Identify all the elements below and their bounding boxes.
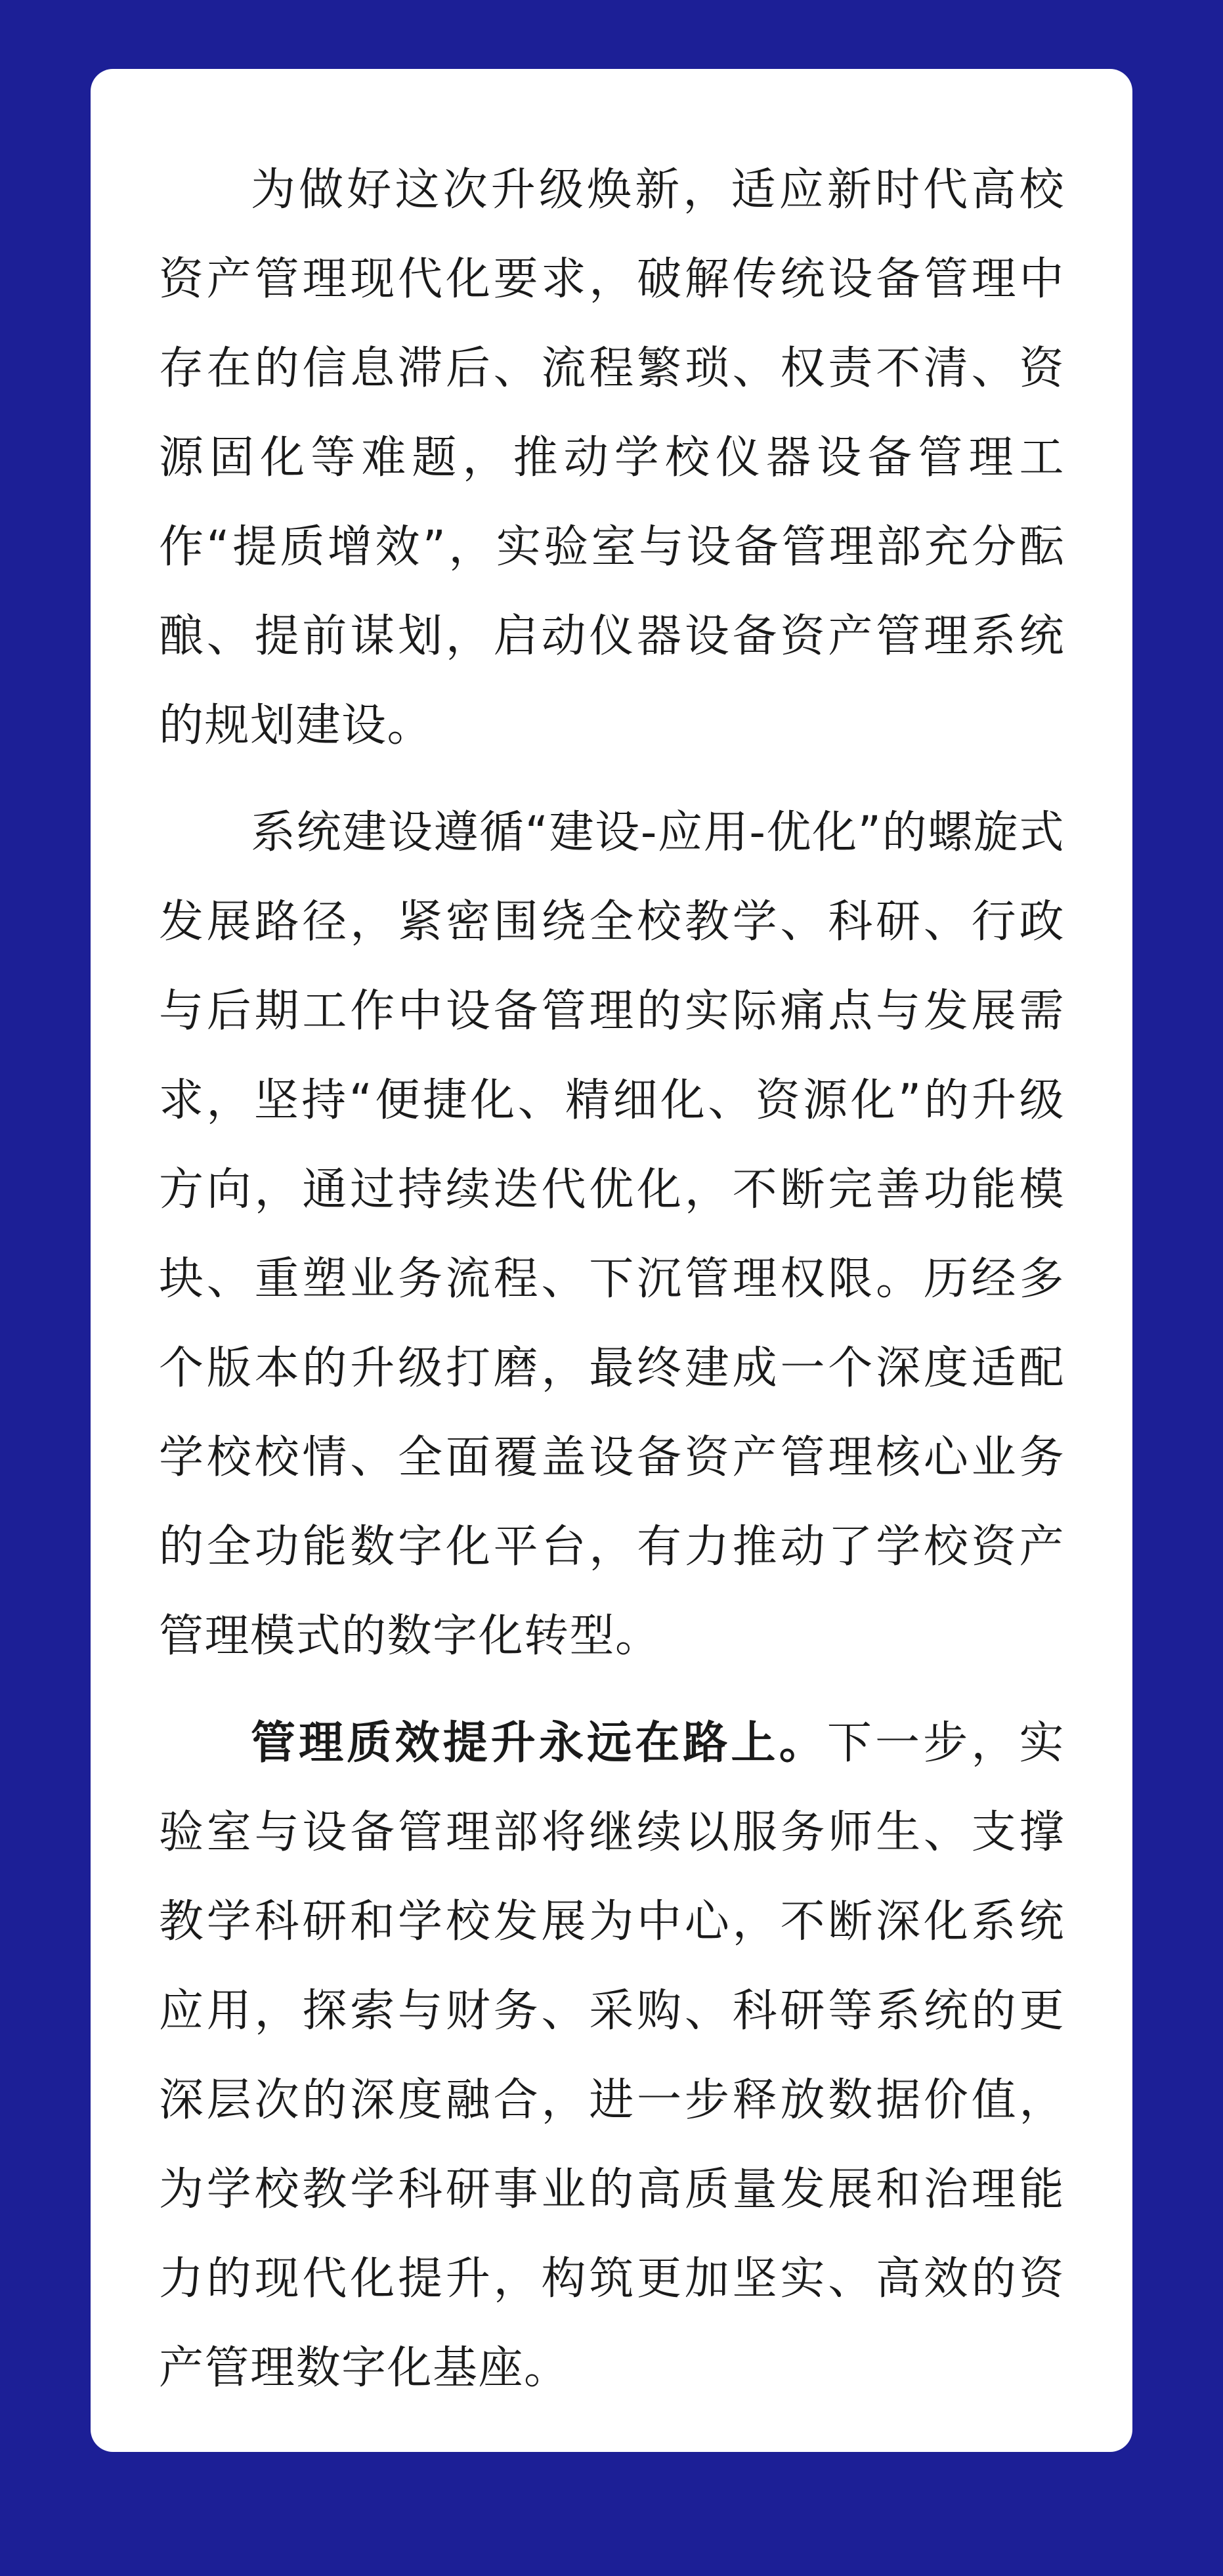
paragraph-2	[159, 788, 1065, 1681]
paragraph-3-lead: 管理质效提升永远在路上。	[251, 1717, 827, 1769]
paragraph-1-text: 为做好这次升级焕新，适应新时代高校资产管理现代化要求，破解传统设备管理中存在的信息滞后、流程繁琐、权责不清、资源固化等难题，推动学校仪器设备管理工作“提质增效”，实验室与设备管理部充分酝酿、提前谋划，启动仪器设备资产管理系统的规划建设。	[159, 164, 1065, 752]
article-body	[159, 146, 1065, 2413]
paragraph-2-text: 系统建设遵循“建设-应用-优化”的螺旋式发展路径，紧密围绕全校教学、科研、行政与后期工作中设备管理的实际痛点与发展需求，坚持“便捷化、精细化、资源化”的升级方向，通过持续迭代优化，不断完善功能模块、重塑业务流程、下沉管理权限。历经多个版本的升级打磨，最终建成一个深度适配学校校情、全面覆盖设备资产管理核心业务的全功能数字化平台，有力推动了学校资产管理模式的数字化转型。	[159, 807, 1065, 1662]
paragraph-1	[159, 146, 1065, 771]
paragraph-3-text: 下一步，实验室与设备管理部将继续以服务师生、支撑教学科研和学校发展为中心，不断深化系统应用，探索与财务、采购、科研等系统的更深层次的深度融合，进一步释放数据价值，为学校教学科研事业的高质量发展和治理能力的现代化提升，构筑更加坚实、高效的资产管理数字化基座。	[159, 1717, 1065, 2394]
paragraph-3	[159, 1699, 1065, 2413]
